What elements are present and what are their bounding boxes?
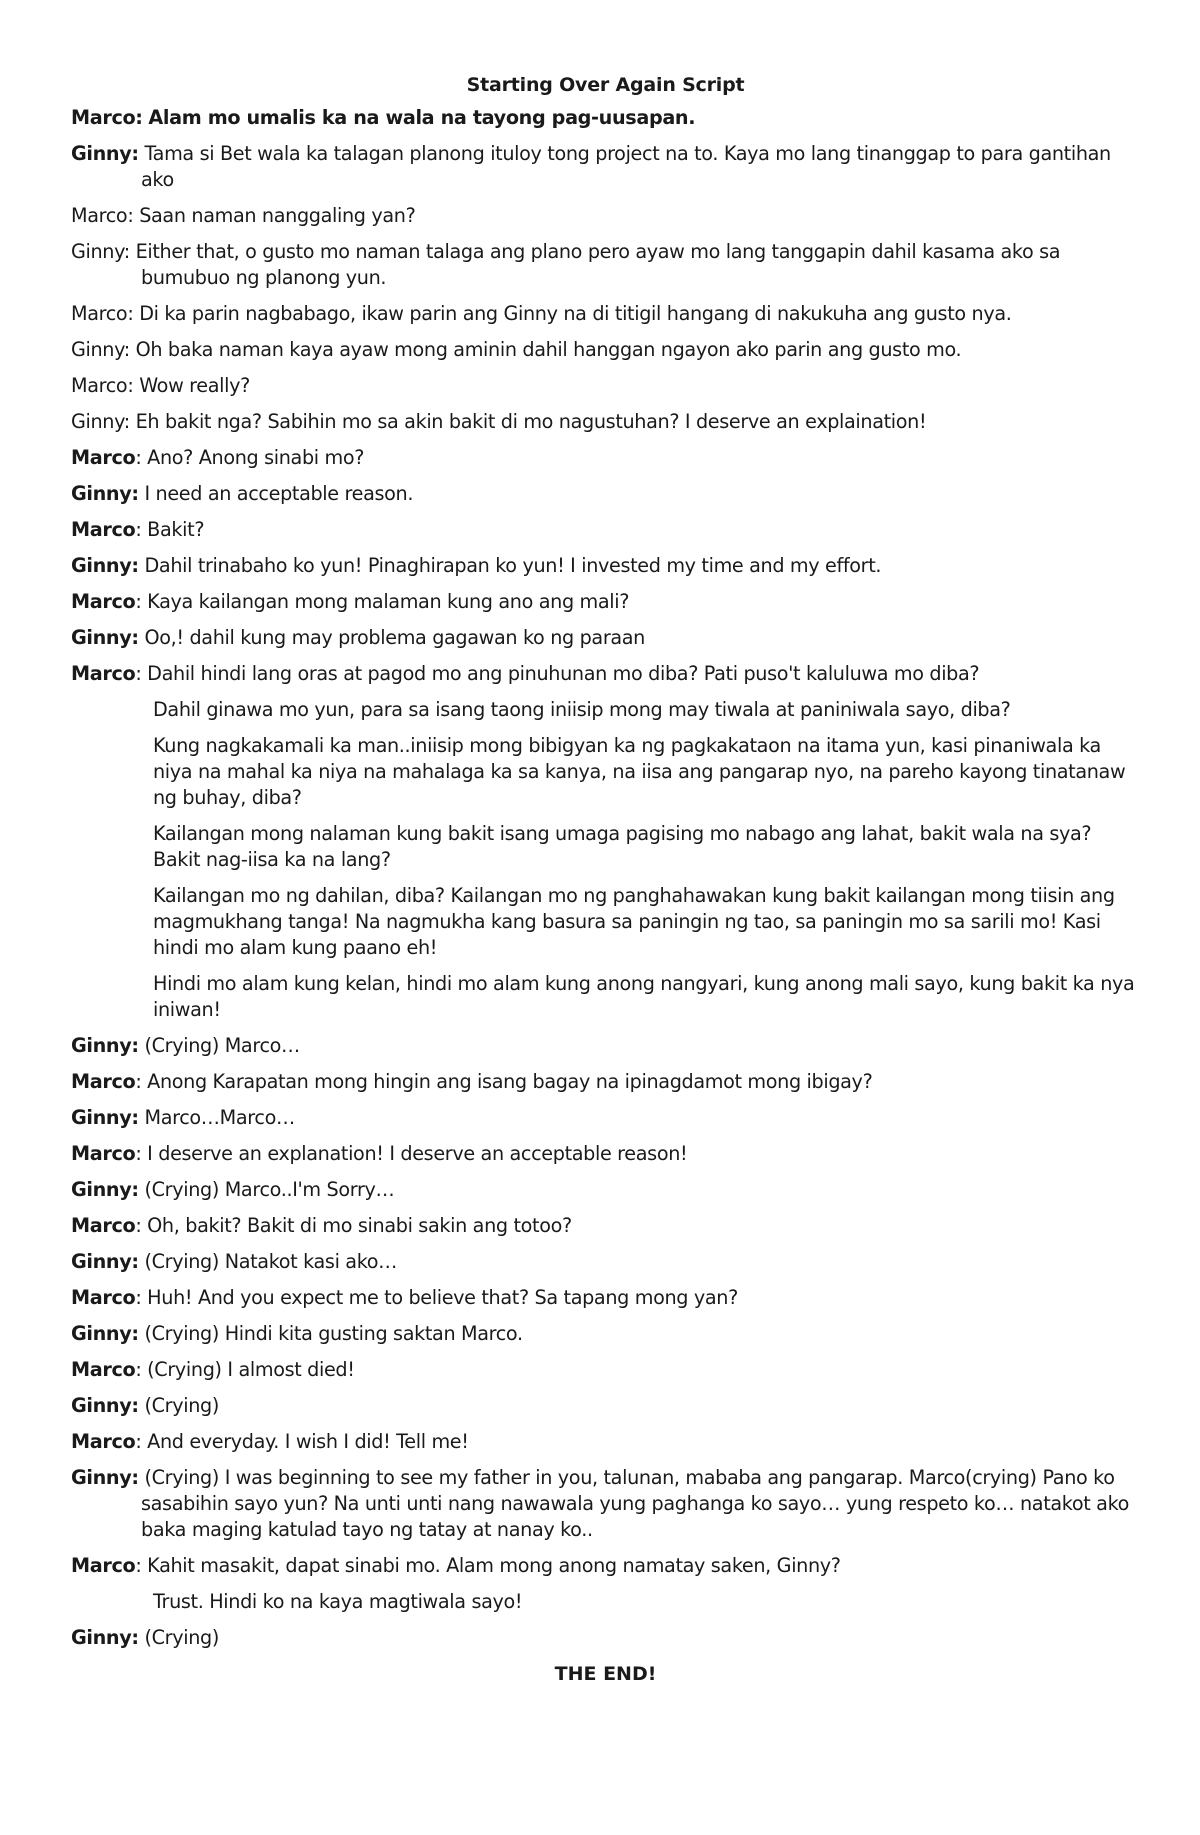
- speaker-name: Marco: [71, 518, 136, 541]
- dialogue-text: : Anong Karapatan mong hingin ang isang bagay na ipinagdamot mong ibigay?: [135, 1070, 873, 1093]
- dialogue-line: [71, 445, 1140, 471]
- speaker-name: Marco:: [71, 302, 134, 325]
- speaker-name: Ginny:: [71, 338, 130, 361]
- speaker-name: Ginny:: [71, 142, 139, 165]
- speaker-name: Ginny:: [71, 1394, 139, 1417]
- dialogue-line: [71, 625, 1140, 651]
- the-end-label: THE END!: [554, 1663, 657, 1685]
- dialogue-line: [71, 553, 1140, 579]
- dialogue-line: [71, 1105, 1140, 1131]
- dialogue-line: [71, 337, 1140, 363]
- dialogue-line: [71, 1553, 1140, 1579]
- dialogue-line: [71, 239, 1140, 291]
- dialogue-text: : Bakit?: [135, 518, 205, 541]
- speaker-name: Marco:: [71, 204, 134, 227]
- dialogue-text: (Crying): [144, 1626, 219, 1649]
- dialogue-line: [71, 1069, 1140, 1095]
- dialogue-text: Oh baka naman kaya ayaw mong aminin dahil hanggan ngayon ako parin ang gusto mo.: [135, 338, 962, 361]
- continuation-paragraph: Kailangan mong nalaman kung bakit isang umaga pagising mo nabago ang lahat, bakit wala na sya? Bakit nag-iisa ka na lang?: [153, 822, 1092, 871]
- speaker-name: Marco: [71, 1554, 136, 1577]
- dialogue-line: [71, 1213, 1140, 1239]
- speaker-name: Marco: [71, 1142, 136, 1165]
- speaker-name: Ginny:: [71, 1034, 139, 1057]
- dialogue-text: : And everyday. I wish I did! Tell me!: [135, 1430, 469, 1453]
- dialogue-text: Di ka parin nagbabago, ikaw parin ang Ginny na di titigil hangang di nakukuha ang gusto nya.: [139, 302, 1012, 325]
- dialogue-line: [71, 1141, 1140, 1167]
- dialogue-line: [71, 1177, 1140, 1203]
- speaker-name: Ginny:: [71, 410, 130, 433]
- speaker-name: Ginny:: [71, 1626, 139, 1649]
- dialogue-text: (Crying) Marco..I'm Sorry…: [144, 1178, 395, 1201]
- speaker-name: Marco:: [71, 374, 134, 397]
- dialogue-text: : Kaya kailangan mong malaman kung ano ang mali?: [135, 590, 630, 613]
- dialogue-text: : Huh! And you expect me to believe that? Sa tapang mong yan?: [135, 1286, 738, 1309]
- continuation-paragraph: Kung nagkakamali ka man..iniisip mong bibigyan ka ng pagkakataon na itama yun, kasi pinaniwala ka niya na mahal ka niya na mahalaga ka sa kanya, na iisa ang pangarap nyo, na pareho kayong tinatanaw ng buhay, diba?: [153, 734, 1126, 809]
- dialogue-text: Saan naman nanggaling yan?: [139, 204, 416, 227]
- dialogue-line: [71, 1465, 1140, 1543]
- continuation-paragraph: Kailangan mo ng dahilan, diba? Kailangan mo ng panghahawakan kung bakit kailangan mong tiisin ang magmukhang tanga! Na nagmukha kang basura sa paningin ng tao, sa paningin mo sa sarili mo! Kasi hindi mo alam kung paano eh!: [153, 884, 1115, 959]
- dialogue-line: [71, 301, 1140, 327]
- dialogue-text: Tama si Bet wala ka talagan planong ituloy tong project na to. Kaya mo lang tinanggap to para gantihan ako: [141, 142, 1111, 191]
- continuation-paragraph: Dahil ginawa mo yun, para sa isang taong iniisip mong may tiwala at paniniwala sayo, diba?: [153, 698, 1011, 721]
- speaker-name: Marco: [71, 590, 136, 613]
- dialogue-text: Either that, o gusto mo naman talaga ang plano pero ayaw mo lang tanggapin dahil kasama ako sa bumubuo ng planong yun.: [135, 240, 1061, 289]
- dialogue-line: [71, 517, 1140, 543]
- dialogue-text: : Ano? Anong sinabi mo?: [135, 446, 365, 469]
- dialogue-line: [71, 1285, 1140, 1311]
- dialogue-text: (Crying): [144, 1394, 219, 1417]
- dialogue-line: [71, 105, 1140, 131]
- speaker-name: Ginny:: [71, 1322, 139, 1345]
- dialogue-line: [71, 481, 1140, 507]
- dialogue-text: I need an acceptable reason.: [144, 482, 414, 505]
- continuation-paragraph: Hindi mo alam kung kelan, hindi mo alam kung anong nangyari, kung anong mali sayo, kung bakit ka nya iniwan!: [153, 972, 1135, 1021]
- speaker-name: Ginny:: [71, 1466, 139, 1489]
- dialogue-text: : (Crying) I almost died!: [135, 1358, 355, 1381]
- dialogue-text: Oo,! dahil kung may problema gagawan ko ng paraan: [144, 626, 645, 649]
- speaker-name: Marco:: [71, 106, 143, 129]
- speaker-name: Marco: [71, 1214, 136, 1237]
- speaker-name: Marco: [71, 1430, 136, 1453]
- speaker-name: Ginny:: [71, 1106, 139, 1129]
- dialogue-text: : Oh, bakit? Bakit di mo sinabi sakin ang totoo?: [135, 1214, 572, 1237]
- dialogue-text: Wow really?: [139, 374, 250, 397]
- dialogue-line: [71, 1625, 1140, 1651]
- dialogue-line: [71, 203, 1140, 229]
- speaker-name: Marco: [71, 1358, 136, 1381]
- dialogue-line: [71, 661, 1140, 687]
- continuation-paragraph: Trust. Hindi ko na kaya magtiwala sayo!: [153, 1590, 523, 1613]
- speaker-name: Marco: [71, 1286, 136, 1309]
- speaker-name: Marco: [71, 662, 136, 685]
- dialogue-text: : Kahit masakit, dapat sinabi mo. Alam mong anong namatay saken, Ginny?: [135, 1554, 841, 1577]
- speaker-name: Ginny:: [71, 240, 130, 263]
- dialogue-line: [71, 141, 1140, 193]
- dialogue-text: Dahil trinabaho ko yun! Pinaghirapan ko yun! I invested my time and my effort.: [144, 554, 882, 577]
- dialogue-line: [71, 1249, 1140, 1275]
- dialogue-text: (Crying) Marco…: [144, 1034, 300, 1057]
- speaker-name: Ginny:: [71, 1250, 139, 1273]
- dialogue-line: [71, 1321, 1140, 1347]
- dialogue-line: [71, 589, 1140, 615]
- dialogue-text: (Crying) I was beginning to see my father in you, talunan, mababa ang pangarap. Marco(crying) Pano ko sasabihin sayo yun? Na unti unti nang nawawala yung paghanga ko sayo… yung respeto ko… natakot ako baka maging katulad tayo ng tatay at nanay ko..: [141, 1466, 1130, 1541]
- dialogue-line: [71, 373, 1140, 399]
- dialogue-line: [71, 1429, 1140, 1455]
- dialogue-text: : I deserve an explanation! I deserve an acceptable reason!: [135, 1142, 688, 1165]
- speaker-name: Ginny:: [71, 626, 139, 649]
- dialogue-text: (Crying) Hindi kita gusting saktan Marco.: [144, 1322, 523, 1345]
- speaker-name: Ginny:: [71, 1178, 139, 1201]
- dialogue-line: [71, 409, 1140, 435]
- dialogue-text: Alam mo umalis ka na wala na tayong pag-uusapan.: [148, 106, 696, 129]
- dialogue-text: (Crying) Natakot kasi ako…: [144, 1250, 398, 1273]
- document-title: Starting Over Again Script: [466, 74, 745, 96]
- dialogue-text: : Dahil hindi lang oras at pagod mo ang pinuhunan mo diba? Pati puso't kaluluwa mo diba?: [135, 662, 980, 685]
- speaker-name: Marco: [71, 1070, 136, 1093]
- speaker-name: Marco: [71, 446, 136, 469]
- dialogue-text: Marco…Marco…: [144, 1106, 295, 1129]
- dialogue-line: [71, 1357, 1140, 1383]
- dialogue-line: [71, 1393, 1140, 1419]
- speaker-name: Ginny:: [71, 554, 139, 577]
- dialogue-text: Eh bakit nga? Sabihin mo sa akin bakit di mo nagustuhan? I deserve an explaination!: [135, 410, 927, 433]
- dialogue-line: [71, 1033, 1140, 1059]
- speaker-name: Ginny:: [71, 482, 139, 505]
